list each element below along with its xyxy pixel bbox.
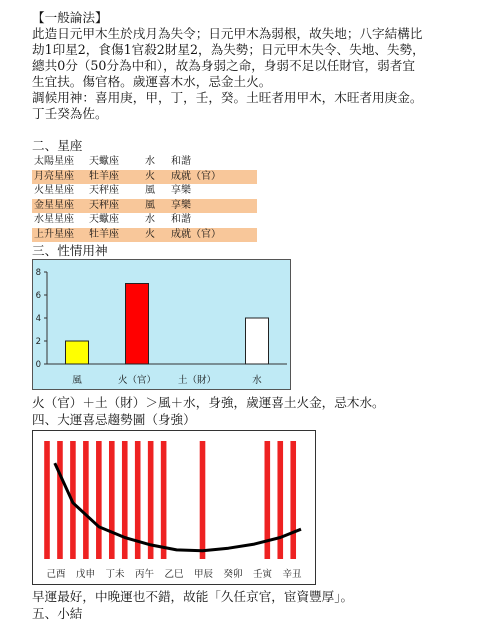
- period-label: 癸卯: [223, 569, 243, 580]
- luck-stripe: [83, 441, 89, 559]
- period-label: 乙巳: [164, 569, 184, 580]
- section5-title: 五、小結: [32, 606, 83, 621]
- element-bar-chart-svg: [33, 260, 292, 391]
- luck-stripe: [122, 441, 128, 559]
- star-table-row: [32, 199, 257, 214]
- bar: [126, 284, 149, 365]
- star-table-star: 金星星座: [34, 199, 74, 211]
- star-table-element: 風: [145, 185, 155, 196]
- star-table-star: 月亮星座: [34, 170, 74, 182]
- section1-title: 【一般論法】: [32, 10, 108, 25]
- period-label: 戊申: [75, 569, 96, 580]
- category-label: 土（財）: [177, 375, 217, 386]
- period-label: 己酉: [46, 569, 66, 580]
- star-table-star: 太陽星座: [34, 156, 74, 167]
- star-table-element: 火: [145, 170, 155, 182]
- y-tick-label: 6: [35, 291, 41, 301]
- luck-stripe: [290, 441, 296, 559]
- section1-line: 劫1印星2，食傷1官殺2財星2，為失勢；日元甲木失令、失地、失勢，: [32, 42, 425, 57]
- star-table-sign: 天秤座: [89, 199, 119, 211]
- star-table-element: 火: [145, 228, 155, 240]
- luck-stripe: [44, 441, 50, 559]
- y-tick-label: 0: [35, 360, 41, 370]
- element-bar-chart: [32, 259, 291, 390]
- luck-stripe: [109, 441, 115, 559]
- luck-trend-chart-svg: [33, 431, 317, 586]
- star-table-meaning: 成就（官）: [171, 170, 221, 182]
- star-table-meaning: 享樂: [171, 185, 191, 196]
- period-label: 辛丑: [282, 569, 302, 580]
- category-label: 水: [252, 375, 262, 386]
- star-table-meaning: 成就（官）: [171, 228, 221, 240]
- category-label: 風: [72, 375, 82, 386]
- category-label: 火（官）: [117, 375, 157, 386]
- luck-stripe: [161, 441, 167, 559]
- luck-trend-curve: [55, 463, 301, 551]
- y-tick-label: 4: [35, 314, 41, 324]
- luck-stripe: [96, 441, 102, 559]
- star-table-sign: 牡羊座: [89, 170, 119, 182]
- section2-title: 二、星座: [32, 138, 83, 153]
- y-tick-label: 8: [35, 268, 41, 278]
- section1-line: 丁壬癸為佐。: [32, 106, 108, 121]
- section1-line: 總共0分（50分為中和），故為身弱之命，身弱不足以任財官，弱者宜: [32, 58, 415, 73]
- luck-stripe: [277, 441, 283, 559]
- star-table-row: [32, 184, 257, 199]
- star-table-star: 火星星座: [34, 185, 74, 196]
- section1-line: 生宜扶。傷官格。歲運喜木水，忌金土火。: [32, 74, 272, 89]
- star-table-sign: 天蠍座: [89, 156, 119, 167]
- star-table-meaning: 享樂: [171, 199, 191, 211]
- section1-line: 調候用神：喜用庚，甲，丁，壬，癸。土旺者用甲木，木旺者用庚金。: [32, 90, 423, 105]
- star-table-star: 上升星座: [34, 228, 74, 240]
- y-tick-label: 2: [35, 337, 41, 347]
- star-table-star: 水星星座: [34, 214, 74, 225]
- luck-stripe: [57, 441, 63, 559]
- star-table-sign: 天蠍座: [89, 214, 119, 225]
- section1-line: 此造日元甲木生於戌月為失令；日元甲木為弱根，故失地；八字結構比: [32, 26, 423, 41]
- star-sign-table: [32, 155, 257, 242]
- star-table-meaning: 和諧: [171, 156, 191, 167]
- period-label: 壬寅: [252, 569, 273, 580]
- luck-trend-chart: [32, 430, 316, 585]
- period-label: 丙午: [134, 569, 155, 580]
- luck-stripe: [200, 441, 206, 559]
- period-label: 丁未: [105, 569, 125, 580]
- bar: [246, 318, 269, 364]
- star-table-element: 水: [145, 156, 155, 167]
- star-table-row: [32, 155, 257, 170]
- section3-summary: 火（官）＋土（財）＞風＋水，身強，歲運喜土火金，忌木水。: [32, 395, 385, 410]
- star-table-sign: 牡羊座: [89, 228, 119, 240]
- star-table-row: [32, 170, 257, 185]
- section4-summary: 早運最好，中晚運也不錯，故能「久任京官，宦資豐厚」。: [32, 589, 354, 604]
- section4-title: 四、大運喜忌趨勢圖（身強）: [32, 412, 196, 427]
- star-table-row: [32, 228, 257, 243]
- star-table-meaning: 和諧: [171, 214, 191, 225]
- star-table-element: 水: [145, 214, 155, 225]
- luck-stripe: [148, 441, 154, 559]
- star-table-sign: 天秤座: [89, 185, 119, 196]
- period-label: 甲辰: [193, 569, 214, 580]
- bar: [66, 341, 89, 364]
- section3-title: 三、性情用神: [32, 243, 108, 258]
- star-table-row: [32, 213, 257, 228]
- star-table-element: 風: [145, 199, 155, 211]
